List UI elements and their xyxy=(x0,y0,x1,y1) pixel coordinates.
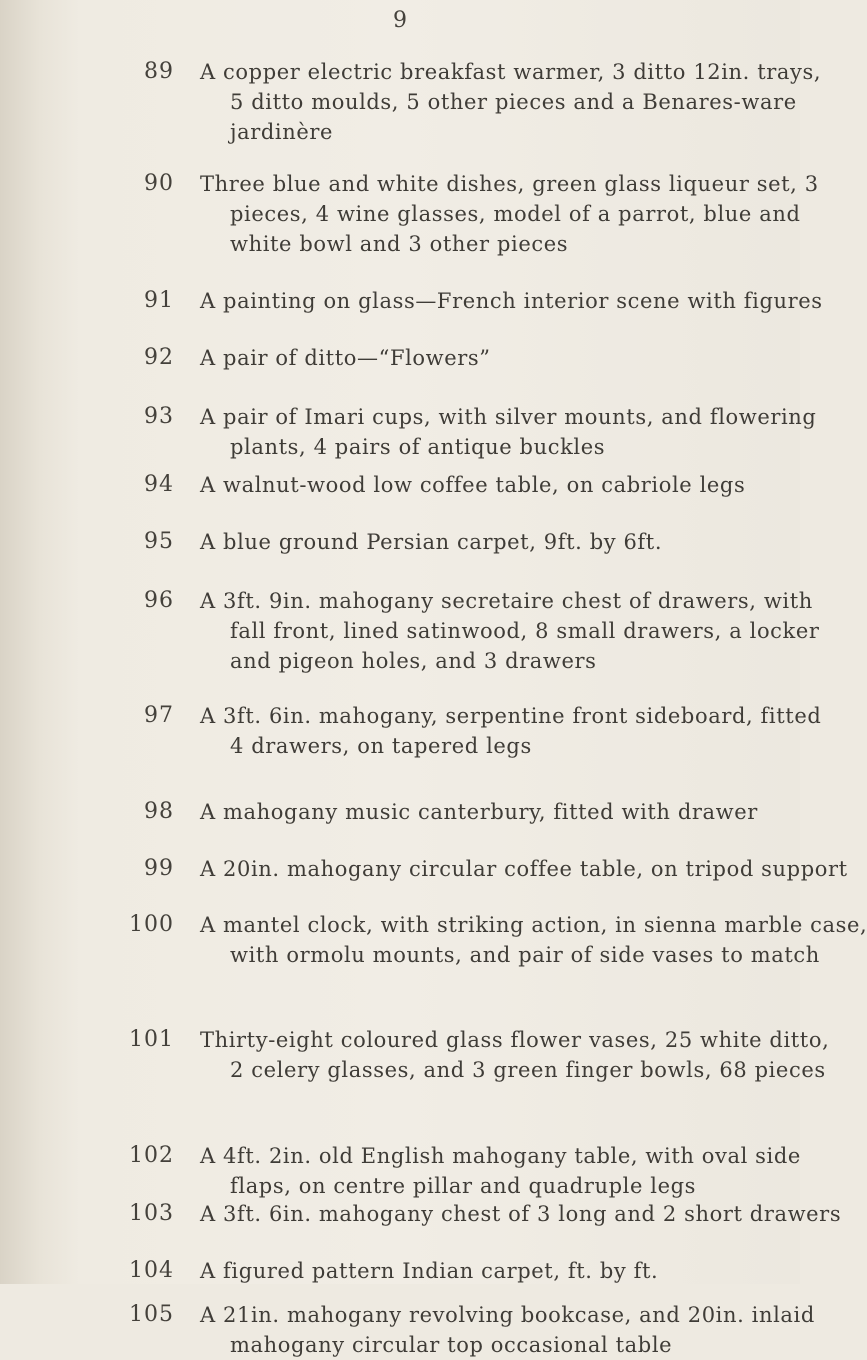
lot-description-line: A 20in. mahogany circular coffee table, on tripod support xyxy=(200,857,848,881)
lot-description-line: flaps, on centre pillar and quadruple legs xyxy=(230,1174,697,1198)
lot-description-line: A figured pattern Indian carpet, ft. by ft. xyxy=(200,1259,659,1283)
lot-description xyxy=(200,286,823,316)
lot-description xyxy=(200,797,780,827)
lot-description-line: 2 celery glasses, and 3 green finger bowls, 68 pieces xyxy=(230,1058,826,1082)
lot-number: 98 xyxy=(144,799,174,824)
lot-description xyxy=(200,402,817,462)
lot-description-line: A 3ft. 6in. mahogany chest of 3 long and 2 short drawers xyxy=(200,1202,842,1226)
lot-number: 89 xyxy=(144,59,174,84)
lot-description xyxy=(200,854,848,884)
lot-description xyxy=(200,1025,830,1085)
lot-description-line: white bowl and 3 other pieces xyxy=(230,232,569,256)
lot-number: 103 xyxy=(129,1201,174,1226)
lot-description-line: 5 ditto moulds, 5 other pieces and a Benares-ware xyxy=(230,90,797,114)
lot-description xyxy=(200,57,822,147)
lot-description-line: A 21in. mahogany revolving bookcase, and 20in. inlaid xyxy=(200,1303,815,1327)
lot-number: 95 xyxy=(144,529,174,554)
page-number: 9 xyxy=(393,8,407,33)
lot-description-line: A pair of Imari cups, with silver mounts, and flowering xyxy=(200,405,817,429)
lot-number: 91 xyxy=(144,288,174,313)
lot-description xyxy=(200,1141,801,1201)
lot-description-line: plants, 4 pairs of antique buckles xyxy=(230,435,606,459)
lot-number: 90 xyxy=(144,171,174,196)
lot-description xyxy=(200,701,822,761)
lot-number: 96 xyxy=(144,588,174,613)
lot-description-line: A mantel clock, with striking action, in sienna marble case, xyxy=(200,913,867,937)
lot-description-line: 4 drawers, on tapered legs xyxy=(230,734,532,758)
lot-description-line: A pair of ditto—“Flowers” xyxy=(200,346,491,370)
lot-description xyxy=(200,343,780,373)
lot-description-line: A walnut-wood low coffee table, on cabriole legs xyxy=(200,473,746,497)
lot-description-line: A 3ft. 9in. mahogany secretaire chest of drawers, with xyxy=(200,589,813,613)
lot-description-line: A mahogany music canterbury, fitted with drawer xyxy=(200,800,758,824)
lot-description xyxy=(200,1256,780,1286)
lot-description xyxy=(200,910,867,970)
lot-number: 100 xyxy=(129,912,174,937)
lot-description xyxy=(200,470,780,500)
lot-number: 99 xyxy=(144,856,174,881)
lot-description-line: A painting on glass—French interior scene with figures xyxy=(200,289,823,313)
lot-description-line: A copper electric breakfast warmer, 3 ditto 12in. trays, xyxy=(200,60,822,84)
lot-description xyxy=(200,1300,815,1360)
lot-number: 92 xyxy=(144,345,174,370)
lot-description xyxy=(200,527,780,557)
lot-number: 105 xyxy=(129,1302,174,1327)
lot-description-line: Three blue and white dishes, green glass liqueur set, 3 xyxy=(200,172,819,196)
lot-number: 101 xyxy=(129,1027,174,1052)
lot-description-line: and pigeon holes, and 3 drawers xyxy=(230,649,597,673)
lot-description-line: fall front, lined satinwood, 8 small drawers, a locker xyxy=(230,619,820,643)
lot-description-line: with ormolu mounts, and pair of side vases to match xyxy=(230,943,820,967)
lot-description-line: pieces, 4 wine glasses, model of a parrot, blue and xyxy=(230,202,801,226)
lot-description xyxy=(200,586,820,676)
lot-description-line: A 4ft. 2in. old English mahogany table, with oval side xyxy=(200,1144,801,1168)
lot-description xyxy=(200,1199,842,1229)
lot-number: 93 xyxy=(144,404,174,429)
lot-description-line: A 3ft. 6in. mahogany, serpentine front sideboard, fitted xyxy=(200,704,822,728)
lot-description-line: mahogany circular top occasional table xyxy=(230,1333,673,1357)
lot-number: 94 xyxy=(144,472,174,497)
lot-description xyxy=(200,169,819,259)
lot-number: 104 xyxy=(129,1258,174,1283)
lot-number: 102 xyxy=(129,1143,174,1168)
lot-description-line: jardinère xyxy=(230,120,334,144)
lot-description-line: A blue ground Persian carpet, 9ft. by 6ft. xyxy=(200,530,663,554)
lot-number: 97 xyxy=(144,703,174,728)
lot-description-line: Thirty-eight coloured glass flower vases, 25 white ditto, xyxy=(200,1028,830,1052)
